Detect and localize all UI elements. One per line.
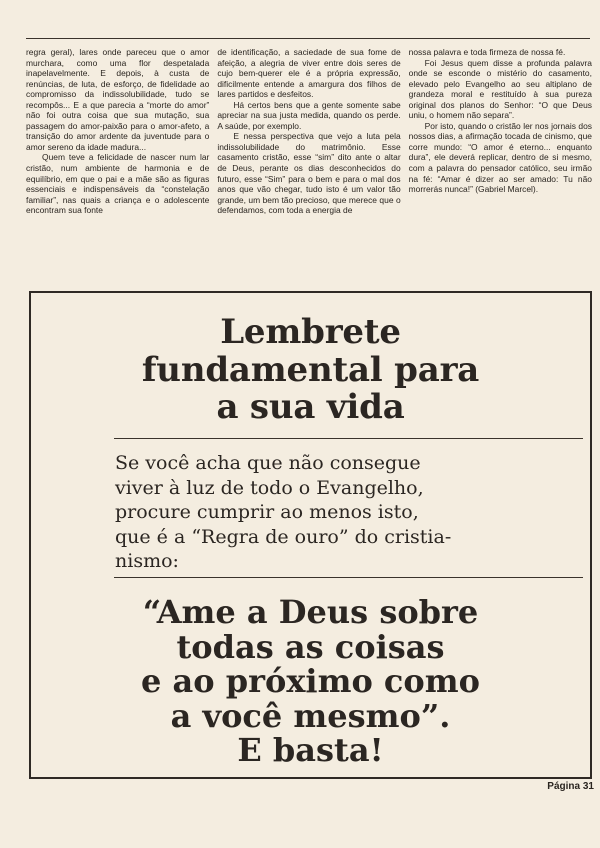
paragraph: nossa palavra e toda firmeza de nossa fé. bbox=[408, 47, 566, 57]
article-column-2 bbox=[217, 47, 400, 216]
divider bbox=[114, 438, 583, 439]
paragraph: Foi Jesus quem disse a profunda palavra onde se esconde o mistério do casamento, elevado pelo Evangelho ao seu altiplano de grandeza moral e restituído à sua pureza original dos planos do Senhor: “O que Deus uniu, o homem não separa”. bbox=[408, 57, 592, 121]
article-column-1 bbox=[26, 47, 209, 216]
paragraph: Há certos bens que a gente somente sabe apreciar na sua justa medida, quando os perde. A saúde, por exemplo. bbox=[217, 99, 401, 131]
article-columns bbox=[26, 47, 592, 216]
paragraph: Quem teve a felicidade de nascer num lar cristão, num ambiente de harmonia e de equilíbrio, em que o pai e a mãe são as figuras essenciais e indispensáveis da “constelação familiar”, nas quais a criança e o adolescente encontram sua fonte bbox=[26, 152, 210, 216]
reminder-intro: Se você acha que não consegue viver à luz de todo o Evangelho, procure cumprir ao menos isto, que é a “Regra de ouro” do cristia- nismo: bbox=[115, 452, 452, 572]
paragraph: de identificação, a saciedade de sua fome de afeição, a alegria de viver entre dois seres de cujo bem-querer ele é a própria expressão, dificilmente entende a amargura dos filhos de lares partidos e desfeitos. bbox=[217, 47, 401, 100]
reminder-box bbox=[29, 291, 592, 779]
page-number: Página 31 bbox=[547, 781, 594, 792]
paragraph: regra geral), lares onde pareceu que o amor murchara, como uma flor despetalada inapelavelmente. E depois, à custa de renúncias, de luta, de esforço, de fidelidade ao compromisso da indissolubilidade, tudo se recompôs... E a que parecia a “morte do amor” não foi outra coisa que sua mutação, sua passagem do amor-paixão para o amor-afeto, a transição do amor ardente da juventude para o amor sereno da idade madura... bbox=[26, 47, 210, 152]
article-column-3 bbox=[409, 47, 592, 216]
paragraph: Por isto, quando o cristão ler nos jornais dos nossos dias, a afirmação tocada de cinismo, que corre mundo: “O amor é eterno... enquanto dura”, ele deverá replicar, dentro de si mesmo, com a palavra do pensador católico, seu irmão na fé: “Amar é dizer ao ser amado: Tu não morrerás nunca!” (Gabriel Marcel). bbox=[408, 120, 592, 195]
divider bbox=[114, 577, 583, 578]
paragraph: E nessa perspectiva que vejo a luta pela indissolubilidade do matrimônio. Esse casamento cristão, esse “sim” dito ante o altar de Deus, perante os dias desconhecidos do futuro, esse “Sim” para o bem e para o mal dos anos que vão chegar, tudo isto é um valor tão grande, um bem tão precioso, que merece que o defendamos, com toda a energia de bbox=[217, 131, 401, 216]
reminder-title: Lembrete fundamental para a sua vida bbox=[141, 312, 480, 427]
top-rule bbox=[26, 38, 590, 39]
golden-rule-quote: “Ame a Deus sobre todas as coisas e ao próximo como a você mesmo”. E basta! bbox=[141, 593, 480, 769]
